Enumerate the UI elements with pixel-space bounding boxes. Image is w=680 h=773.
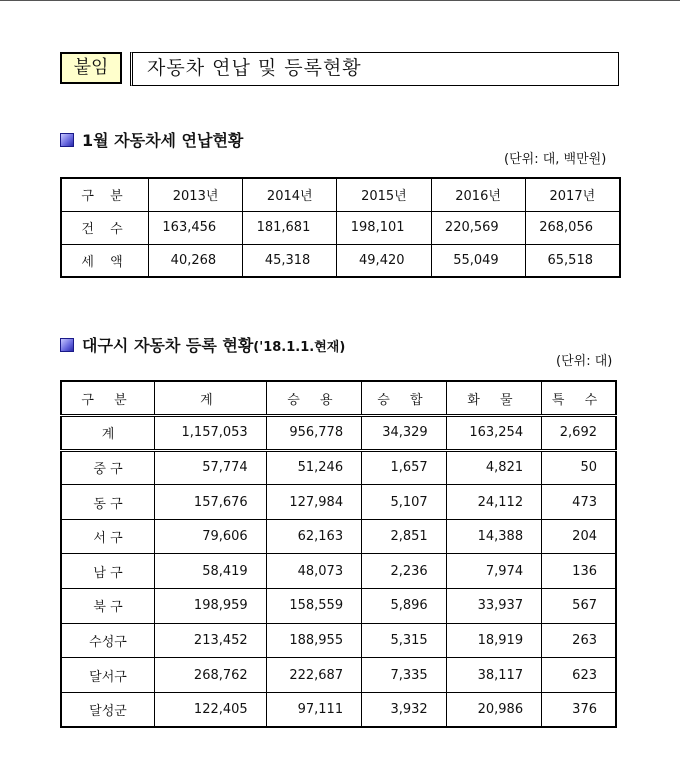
value-cell: 49,420 <box>337 244 431 277</box>
value-cell: 268,056 <box>525 211 620 244</box>
tax-payment-table <box>60 177 621 278</box>
value-cell: 79,606 <box>155 519 267 554</box>
value-cell: 34,329 <box>362 416 447 451</box>
header-cell: 구 분 <box>61 178 149 211</box>
row-label-cell: 중 구 <box>61 450 155 485</box>
value-cell: 1,657 <box>362 450 447 485</box>
value-cell: 163,254 <box>446 416 541 451</box>
top-rule <box>0 0 680 1</box>
value-cell: 2,236 <box>362 554 447 589</box>
row-label-cell: 건 수 <box>61 211 149 244</box>
square-bullet-icon <box>60 338 74 352</box>
value-cell: 38,117 <box>446 658 541 693</box>
value-cell: 5,896 <box>362 589 447 624</box>
value-cell: 1,157,053 <box>155 416 267 451</box>
table-row <box>61 450 616 485</box>
table-row <box>61 519 616 554</box>
row-label-cell: 세 액 <box>61 244 149 277</box>
section2-title: 대구시 자동차 등록 현황 <box>82 336 254 355</box>
vehicle-registration-table <box>60 380 617 728</box>
header-cell: 특 수 <box>542 381 616 416</box>
section2-date: ('18.1.1.현재) <box>253 340 346 355</box>
year-header-cell: 2017년 <box>525 178 620 211</box>
value-cell: 18,919 <box>446 623 541 658</box>
value-cell: 2,692 <box>542 416 616 451</box>
row-label-cell: 서 구 <box>61 519 155 554</box>
year-header-cell: 2014년 <box>243 178 337 211</box>
value-cell: 567 <box>542 589 616 624</box>
value-cell: 7,335 <box>362 658 447 693</box>
value-cell: 51,246 <box>266 450 361 485</box>
header-cell: 승 용 <box>266 381 361 416</box>
attachment-tag: 붙임 <box>60 52 122 84</box>
value-cell: 198,959 <box>155 589 267 624</box>
section2-heading <box>60 333 345 356</box>
value-cell: 5,315 <box>362 623 447 658</box>
section2-unit: (단위: 대) <box>556 354 613 369</box>
value-cell: 45,318 <box>243 244 337 277</box>
table-row <box>61 658 616 693</box>
value-cell: 623 <box>542 658 616 693</box>
table-row <box>61 244 620 277</box>
value-cell: 7,974 <box>446 554 541 589</box>
header-cell: 승 합 <box>362 381 447 416</box>
value-cell: 50 <box>542 450 616 485</box>
value-cell: 5,107 <box>362 485 447 520</box>
value-cell: 158,559 <box>266 589 361 624</box>
row-label-cell: 수성구 <box>61 623 155 658</box>
table-row <box>61 623 616 658</box>
value-cell: 157,676 <box>155 485 267 520</box>
section1-unit: (단위: 대, 백만원) <box>504 152 607 167</box>
year-header-cell: 2016년 <box>431 178 525 211</box>
value-cell: 263 <box>542 623 616 658</box>
value-cell: 204 <box>542 519 616 554</box>
value-cell: 58,419 <box>155 554 267 589</box>
value-cell: 198,101 <box>337 211 431 244</box>
value-cell: 62,163 <box>266 519 361 554</box>
value-cell: 163,456 <box>149 211 243 244</box>
header-cell: 구 분 <box>61 381 155 416</box>
value-cell: 213,452 <box>155 623 267 658</box>
row-label-cell: 남 구 <box>61 554 155 589</box>
value-cell: 4,821 <box>446 450 541 485</box>
row-label-cell: 달서구 <box>61 658 155 693</box>
value-cell: 33,937 <box>446 589 541 624</box>
table-row <box>61 211 620 244</box>
value-cell: 97,111 <box>266 692 361 727</box>
value-cell: 181,681 <box>243 211 337 244</box>
value-cell: 48,073 <box>266 554 361 589</box>
value-cell: 956,778 <box>266 416 361 451</box>
value-cell: 222,687 <box>266 658 361 693</box>
table-header-row <box>61 381 616 416</box>
value-cell: 57,774 <box>155 450 267 485</box>
table-row <box>61 416 616 451</box>
square-bullet-icon <box>60 133 74 147</box>
table-row <box>61 692 616 727</box>
value-cell: 24,112 <box>446 485 541 520</box>
section1-title: 1월 자동차세 연납현황 <box>82 131 244 150</box>
section1-heading <box>60 128 243 151</box>
header-cell: 화 물 <box>446 381 541 416</box>
value-cell: 20,986 <box>446 692 541 727</box>
row-label-cell: 달성군 <box>61 692 155 727</box>
table-row <box>61 589 616 624</box>
value-cell: 40,268 <box>149 244 243 277</box>
value-cell: 127,984 <box>266 485 361 520</box>
table-header-row <box>61 178 620 211</box>
value-cell: 473 <box>542 485 616 520</box>
row-label-cell: 동 구 <box>61 485 155 520</box>
value-cell: 376 <box>542 692 616 727</box>
value-cell: 3,932 <box>362 692 447 727</box>
value-cell: 55,049 <box>431 244 525 277</box>
value-cell: 220,569 <box>431 211 525 244</box>
header-cell: 계 <box>155 381 267 416</box>
value-cell: 268,762 <box>155 658 267 693</box>
table-row <box>61 554 616 589</box>
value-cell: 14,388 <box>446 519 541 554</box>
year-header-cell: 2015년 <box>337 178 431 211</box>
year-header-cell: 2013년 <box>149 178 243 211</box>
row-label-cell: 북 구 <box>61 589 155 624</box>
value-cell: 65,518 <box>525 244 620 277</box>
document-title: 자동차 연납 및 등록현황 <box>130 52 619 86</box>
value-cell: 188,955 <box>266 623 361 658</box>
table-row <box>61 485 616 520</box>
value-cell: 122,405 <box>155 692 267 727</box>
value-cell: 136 <box>542 554 616 589</box>
row-label-cell: 계 <box>61 416 155 451</box>
value-cell: 2,851 <box>362 519 447 554</box>
